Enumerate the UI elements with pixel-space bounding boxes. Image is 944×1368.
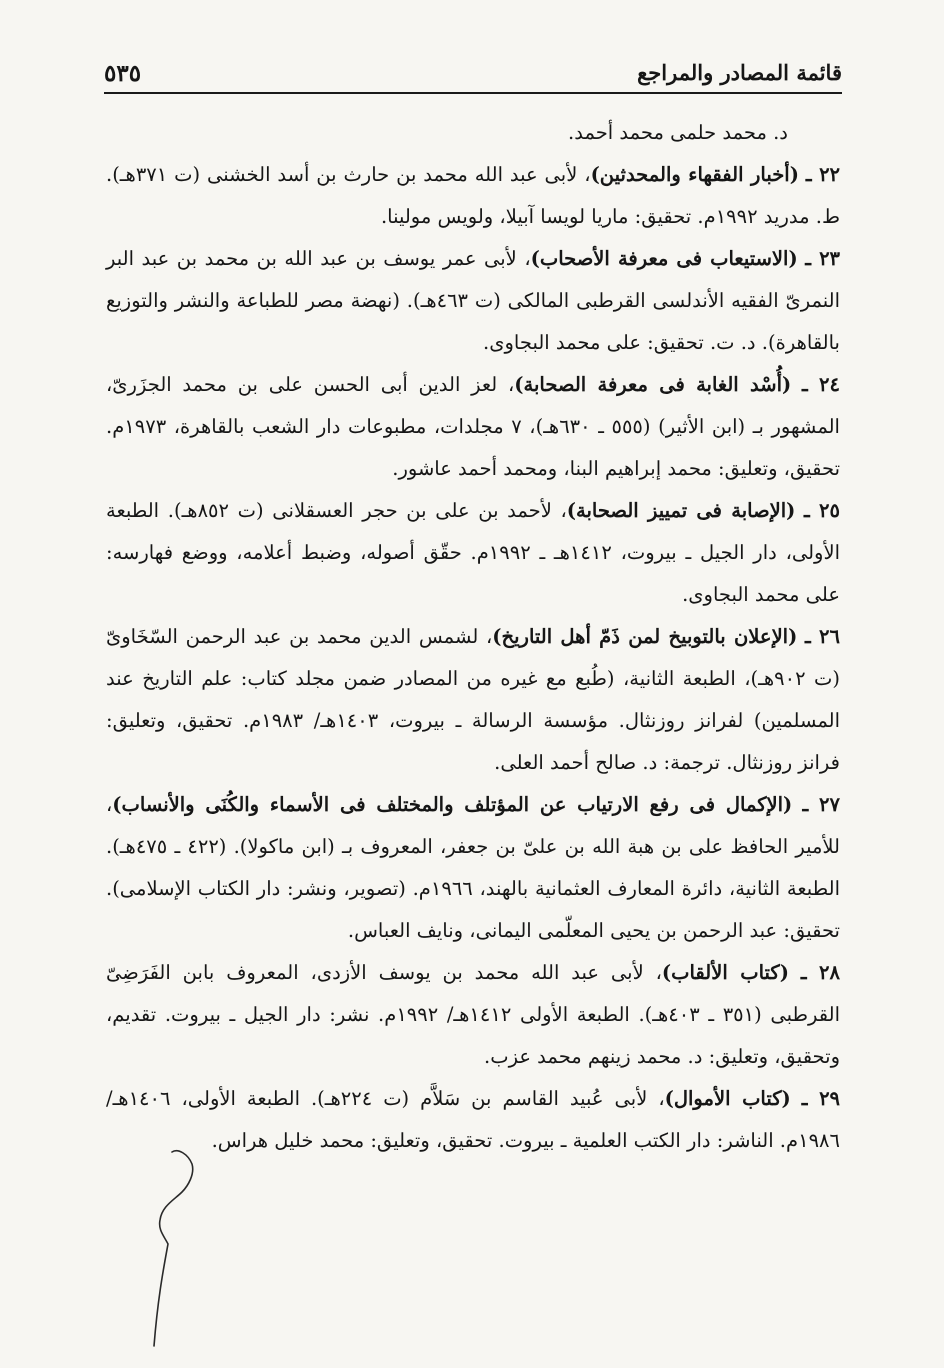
entry-number: ٢٨ ـ	[800, 961, 840, 984]
bibliography-entry	[106, 1078, 840, 1162]
bibliography-entry	[106, 490, 840, 616]
entry-number: ٢٩ ـ	[801, 1087, 841, 1110]
entry-text: ، لأبى عبد الله محمد بن يوسف الأزدى، المعروف بابن الفَرَضِىّ القرطبى (٣٥١ ـ ٤٠٣هـ). الطبعة الأولى ١٤١٢هـ/ ١٩٩٢م. نشر: دار الجيل ـ بيروت. تقديم، وتحقيق، وتعليق: د. محمد زينهم محمد عزب.	[106, 961, 840, 1068]
entry-text: ، لأحمد بن على بن حجر العسقلانى (ت ٨٥٢هـ). الطبعة الأولى، دار الجيل ـ بيروت، ١٤١٢هـ ـ ١٩٩٢م. حقّق أصوله، وضبط أعلامه، ووضع فهارسه: على محمد البجاوى.	[106, 499, 841, 606]
bibliography-entry	[106, 784, 840, 952]
entry-title: (كتاب الأموال)	[664, 1087, 791, 1110]
entry-text: ، لأبى عبد الله محمد بن حارث بن أسد الخشنى (ت ٣٧١هـ). ط. مدريد ١٩٩٢م. تحقيق: ماريا لويسا آبيلا، ولويس مولينا.	[106, 163, 840, 228]
running-header-title: قائمة المصادر والمراجع	[637, 60, 842, 85]
bibliography-entry	[106, 364, 840, 490]
bibliography-entry	[106, 238, 840, 364]
entry-text: ، لأبى عمر يوسف بن عبد الله بن محمد بن عبد البر النمرىّ الفقيه الأندلسى القرطبى المالكى (ت ٤٦٣هـ). (نهضة مصر للطباعة والنشر والتوزيع بالقاهرة). د. ت. تحقيق: على محمد البجاوى.	[106, 247, 840, 354]
entry-title: (الإعلان بالتوبيخ لمن ذَمّ أهل التاريخ)	[492, 625, 798, 648]
bibliography-entry	[106, 154, 840, 238]
entry-title: (الإصابة فى تمييز الصحابة)	[566, 499, 796, 522]
bibliography-entry	[106, 952, 840, 1078]
entry-title: (كتاب الألقاب)	[661, 961, 789, 984]
entry-text: ، لعز الدين أبى الحسن على بن محمد الجزَرىّ، المشهور بـ (ابن الأثير) (٥٥٥ ـ ٦٣٠هـ)، ٧ مجلدات، مطبوعات دار الشعب بالقاهرة، ١٩٧٣م. تحقيق، وتعليق: محمد إبراهيم البنا، ومحمد أحمد عاشور.	[106, 373, 840, 480]
running-header	[104, 52, 842, 94]
bibliography-body	[106, 112, 840, 1162]
entry-text: ، لشمس الدين محمد بن عبد الرحمن السّخَاوىّ (ت ٩٠٢هـ)، الطبعة الثانية، (طُبع مع غيره من المصادر ضمن مجلد كتاب: علم التاريخ عند المسلمين) لفرانز روزنثال. مؤسسة الرسالة ـ بيروت، ١٤٠٣هـ/ ١٩٨٣م. تحقيق، وتعليق: فرانز روزنثال. ترجمة: د. صالح أحمد العلى.	[106, 625, 840, 774]
entry-title: (أخبار الفقهاء والمحدثين)	[590, 163, 799, 186]
entry-number: ٢٣ ـ	[805, 247, 841, 270]
entry-text: ، لأبى عُبيد القاسم بن سَلاَّم (ت ٢٢٤هـ). الطبعة الأولى، ١٤٠٦هـ/ ١٩٨٦م. الناشر: دار الكتب العلمية ـ بيروت. تحقيق، وتعليق: محمد خليل هراس.	[106, 1087, 840, 1152]
entry-number: ٢٦ ـ	[805, 625, 840, 648]
entry-number: ٢٢ ـ	[805, 163, 841, 186]
bibliography-entry	[106, 616, 840, 784]
continuation-line: د. محمد حلمى محمد أحمد.	[568, 121, 788, 144]
handwritten-margin-mark	[148, 1146, 198, 1354]
entry-number: ٢٤ ـ	[801, 373, 840, 396]
entry-title: (الإكمال فى رفع الارتياب عن المؤتلف والمختلف فى الأسماء والكُنَى والأنساب)	[112, 793, 793, 816]
entry-number: ٢٧ ـ	[802, 793, 840, 816]
entry-text: ، للأمير الحافظ على بن هبة الله بن علىّ بن جعفر، المعروف بـ (ابن ماكولا). (٤٢٢ ـ ٤٧٥هـ). الطبعة الثانية، دائرة المعارف العثمانية بالهند، ١٩٦٦م. (تصوير، ونشر: دار الكتاب الإسلامى). تحقيق: عبد الرحمن بن يحيى المعلّمى اليمانى، ونايف العباس.	[106, 793, 840, 942]
entry-number: ٢٥ ـ	[804, 499, 840, 522]
page-number: ٥٣٥	[104, 60, 142, 87]
entry-title: (الاستيعاب فى معرفة الأصحاب)	[530, 247, 798, 270]
entry-title: (أُسْد الغابة فى معرفة الصحابة)	[514, 373, 792, 396]
